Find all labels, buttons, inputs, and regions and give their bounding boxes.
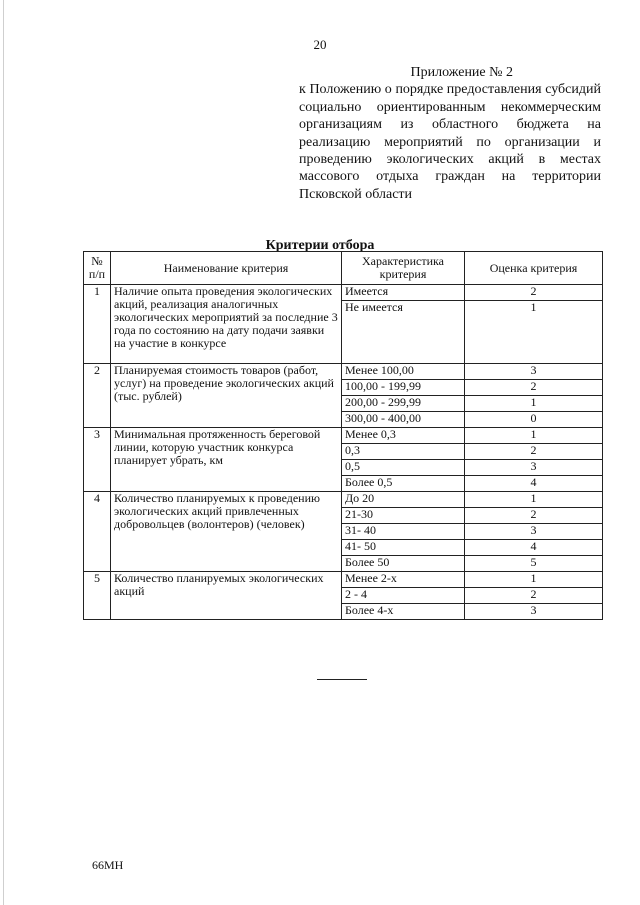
criterion-score: 4 xyxy=(465,540,603,556)
criterion-characteristic: 41- 50 xyxy=(342,540,465,556)
criterion-characteristic: Менее 100,00 xyxy=(342,364,465,380)
criterion-number: 2 xyxy=(84,364,111,428)
criterion-characteristic: Менее 0,3 xyxy=(342,428,465,444)
criterion-characteristic: 0,3 xyxy=(342,444,465,460)
table-header-row xyxy=(84,252,603,285)
criterion-score: 1 xyxy=(465,492,603,508)
criterion-score: 3 xyxy=(465,460,603,476)
criterion-number: 1 xyxy=(84,285,111,364)
criterion-number: 3 xyxy=(84,428,111,492)
criterion-characteristic: Более 4-х xyxy=(342,604,465,620)
criterion-score: 2 xyxy=(465,380,603,396)
criterion-name: Количество планируемых к проведению экологических акций привлеченных добровольцев (волонтеров) (человек) xyxy=(111,492,342,572)
criterion-score: 2 xyxy=(465,285,603,301)
criterion-characteristic: 300,00 - 400,00 xyxy=(342,412,465,428)
end-divider xyxy=(317,679,367,680)
criterion-characteristic: До 20 xyxy=(342,492,465,508)
criteria-title: Критерии отбора xyxy=(265,238,375,253)
page-left-edge xyxy=(3,0,4,905)
criterion-number: 4 xyxy=(84,492,111,572)
criterion-characteristic: 31- 40 xyxy=(342,524,465,540)
table-row xyxy=(84,572,603,588)
table-row xyxy=(84,285,603,301)
criterion-score: 2 xyxy=(465,508,603,524)
criterion-score: 1 xyxy=(465,301,603,364)
criterion-score: 1 xyxy=(465,396,603,412)
criterion-name: Наличие опыта проведения экологических акций, реализация аналогичных экологических мероприятий за последние 3 года по состоянию на дату подачи заявки на участие в конкурсе xyxy=(111,285,342,364)
criterion-name: Планируемая стоимость товаров (работ, услуг) на проведение экологических акций (тыс. рублей) xyxy=(111,364,342,428)
criterion-name: Количество планируемых экологических акций xyxy=(111,572,342,620)
criterion-score: 1 xyxy=(465,428,603,444)
criterion-score: 0 xyxy=(465,412,603,428)
criterion-score: 1 xyxy=(465,572,603,588)
criteria-table xyxy=(83,251,603,620)
page-number: 20 xyxy=(313,37,327,52)
header-num: № п/п xyxy=(84,252,111,285)
appendix-text: к Положению о порядке предоставления субсидий социально ориентированным некоммерческим организациям из областного бюджета на реализацию мероприятий по организации и проведению экологических акций в местах массового отдыха граждан на территории Псковской области xyxy=(299,82,601,202)
criterion-score: 2 xyxy=(465,588,603,604)
criterion-score: 3 xyxy=(465,524,603,540)
criterion-name: Минимальная протяженность береговой линии, которую участник конкурса планирует убрать, км xyxy=(111,428,342,492)
criterion-characteristic: Менее 2-х xyxy=(342,572,465,588)
criteria-table-body xyxy=(84,285,603,620)
criterion-score: 4 xyxy=(465,476,603,492)
criterion-characteristic: Не имеется xyxy=(342,301,465,364)
header-characteristic: Характеристика критерия xyxy=(342,252,465,285)
footer-code: 66МН xyxy=(92,858,124,872)
appendix-block xyxy=(299,64,601,203)
criterion-score: 3 xyxy=(465,604,603,620)
criterion-score: 2 xyxy=(465,444,603,460)
appendix-title: Приложение № 2 xyxy=(410,65,513,80)
table-row xyxy=(84,492,603,508)
criterion-characteristic: Более 0,5 xyxy=(342,476,465,492)
criterion-number: 5 xyxy=(84,572,111,620)
criterion-characteristic: Более 50 xyxy=(342,556,465,572)
criterion-characteristic: 200,00 - 299,99 xyxy=(342,396,465,412)
table-row xyxy=(84,428,603,444)
criterion-characteristic: 2 - 4 xyxy=(342,588,465,604)
criterion-characteristic: 0,5 xyxy=(342,460,465,476)
criterion-characteristic: 100,00 - 199,99 xyxy=(342,380,465,396)
header-score: Оценка критерия xyxy=(465,252,603,285)
criterion-score: 3 xyxy=(465,364,603,380)
criterion-characteristic: Имеется xyxy=(342,285,465,301)
criterion-characteristic: 21-30 xyxy=(342,508,465,524)
criterion-score: 5 xyxy=(465,556,603,572)
table-row xyxy=(84,364,603,380)
header-name: Наименование критерия xyxy=(111,252,342,285)
